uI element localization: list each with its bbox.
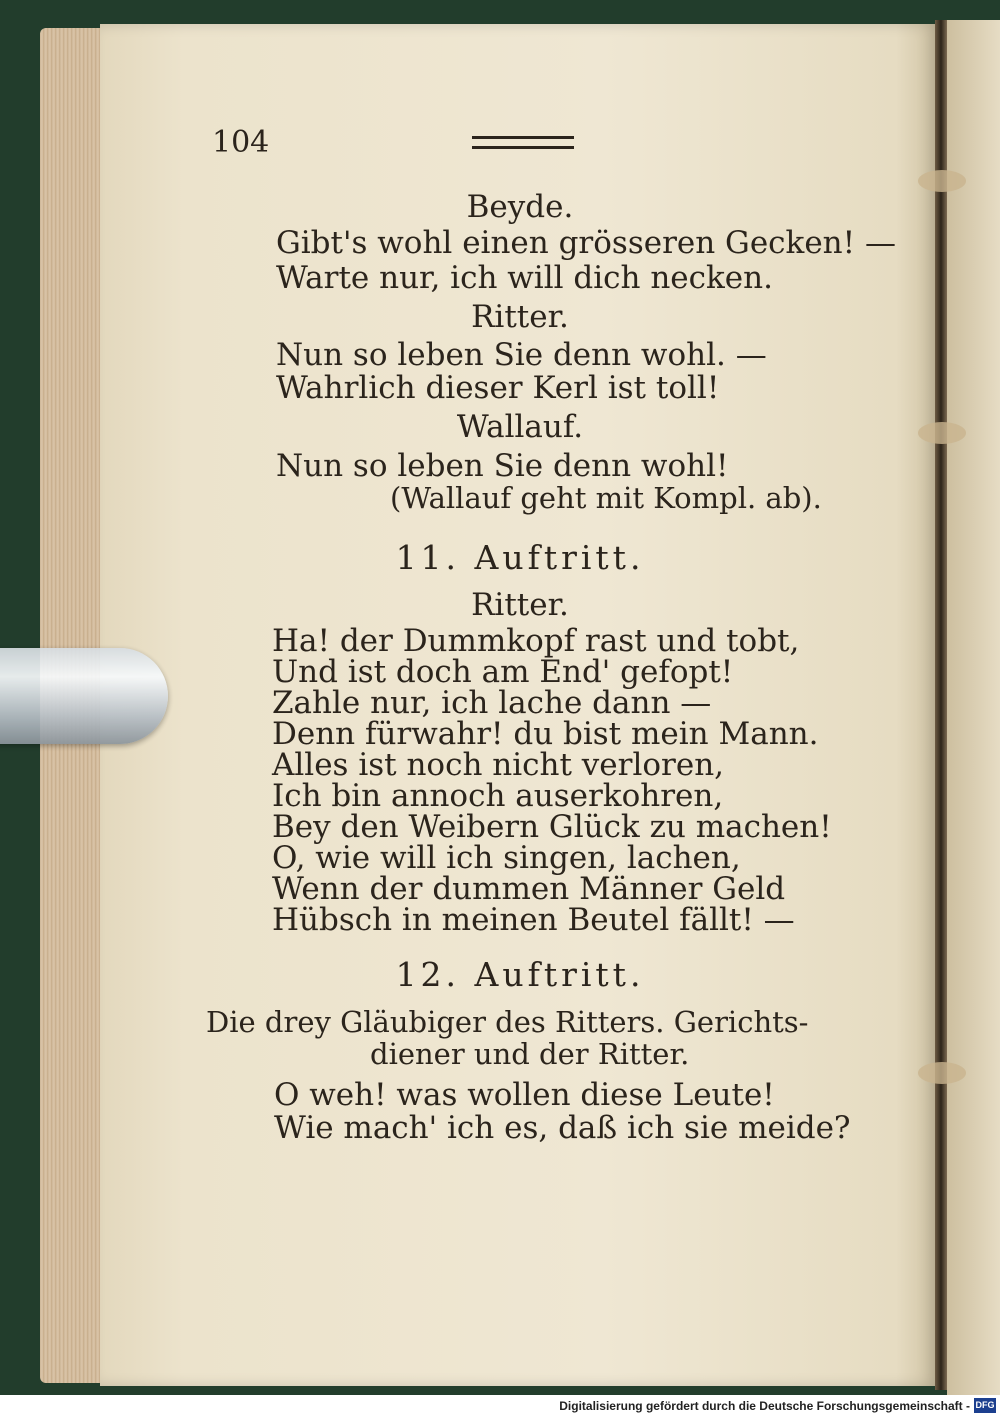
verse-line: Wenn der dummen Männer Geld — [272, 871, 786, 907]
footer-bar — [0, 1395, 1000, 1417]
verse-line: Ich bin annoch auserkohren, — [272, 778, 724, 814]
facing-page-edge — [947, 20, 1000, 1395]
verse-line: Gibt's wohl einen grösseren Gecken! — — [276, 225, 896, 261]
speaker-name: Ritter. — [471, 587, 569, 623]
dfg-logo: DFG — [974, 1398, 996, 1413]
speaker-name: Wallauf. — [456, 409, 584, 445]
binding-thread — [918, 422, 966, 444]
verse-line: Warte nur, ich will dich necken. — [276, 260, 773, 296]
verse-line: Zahle nur, ich lache dann — — [272, 685, 712, 721]
footer-credit: Digitalisierung gefördert durch die Deutsche Forschungsgemeinschaft - — [559, 1399, 970, 1413]
verse-line: Denn fürwahr! du bist mein Mann. — [272, 716, 819, 752]
binding-thread — [918, 1062, 966, 1084]
verse-line: Alles ist noch nicht verloren, — [272, 747, 725, 783]
verse-line: Wahrlich dieser Kerl ist toll! — [276, 370, 720, 406]
stage-direction: (Wallauf geht mit Kompl. ab). — [390, 481, 822, 515]
verse-line: O weh! was wollen diese Leute! — [274, 1077, 775, 1113]
verse-line: Bey den Weibern Glück zu machen! — [272, 809, 832, 845]
scene-heading: 11. Auftritt. — [395, 538, 645, 577]
verse-line: Nun so leben Sie denn wohl! — [276, 448, 729, 484]
page-holder-clip — [0, 648, 168, 744]
stage-direction: Die drey Gläubiger des Ritters. Gerichts- — [206, 1005, 809, 1039]
page-number: 104 — [212, 125, 270, 160]
verse-line: Hübsch in meinen Beutel fällt! — — [272, 902, 795, 938]
verse-line: Ha! der Dummkopf rast und tobt, — [272, 623, 800, 659]
header-rule — [472, 136, 574, 139]
stage-direction: diener und der Ritter. — [370, 1037, 690, 1071]
verse-line: O, wie will ich singen, lachen, — [272, 840, 741, 876]
speaker-name: Beyde. — [466, 189, 574, 225]
book-gutter — [935, 20, 947, 1390]
binding-thread — [918, 170, 966, 192]
scene-heading: 12. Auftritt. — [395, 955, 645, 994]
verse-line: Und ist doch am End' gefopt! — [272, 654, 734, 690]
header-rule — [472, 146, 574, 149]
verse-line: Nun so leben Sie denn wohl. — — [276, 337, 767, 373]
speaker-name: Ritter. — [471, 299, 569, 335]
verse-line: Wie mach' ich es, daß ich sie meide? — [274, 1110, 851, 1146]
